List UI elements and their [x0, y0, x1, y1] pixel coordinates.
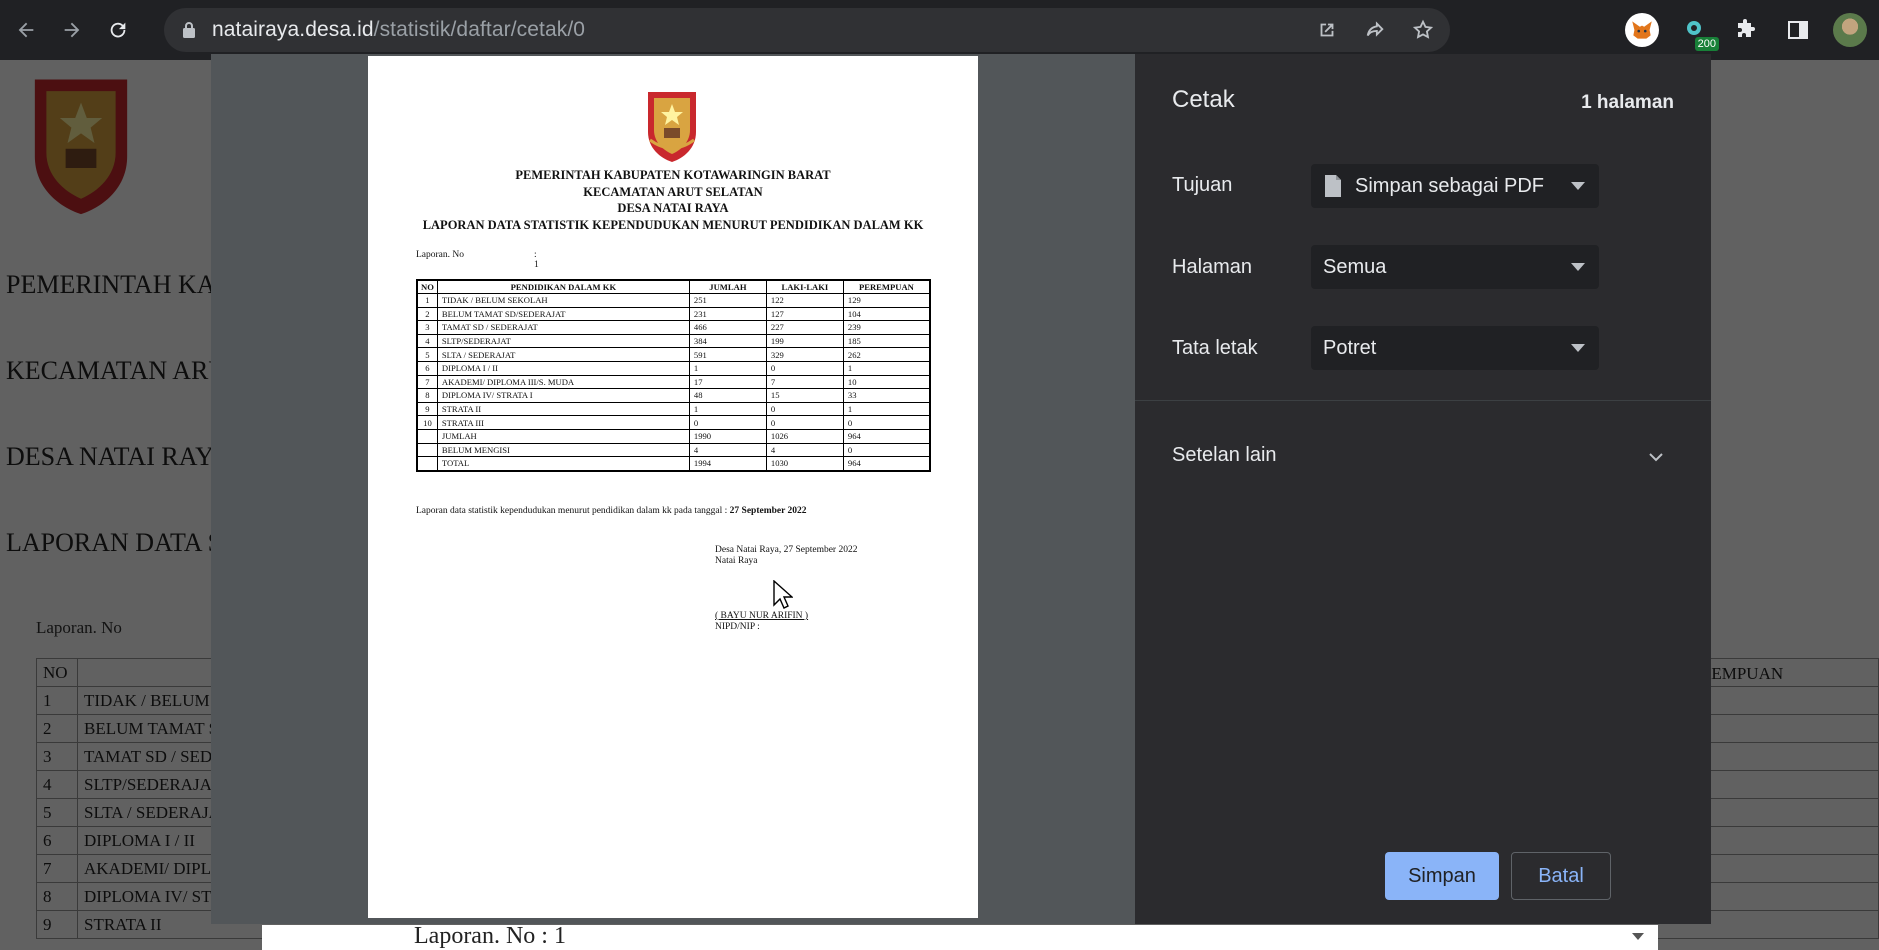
cell-laki: 0 [766, 416, 843, 430]
cell-pendidikan: DIPLOMA I / II [437, 361, 689, 375]
cell-pendidikan: AKADEMI/ DIPLOMA III/S. MUDA [437, 375, 689, 389]
cell-perempuan: 10 [843, 375, 930, 389]
cell-pendidikan: JUMLAH [437, 429, 689, 443]
pages-label: Halaman [1172, 256, 1253, 278]
preview-header-3: DESA NATAI RAYA [617, 201, 729, 215]
cell-jumlah: 4 [689, 443, 766, 457]
table-row [417, 334, 930, 348]
cell-no: 2 [417, 307, 437, 321]
preview-sign-village: Natai Raya [715, 556, 758, 566]
cell-no: 3 [417, 321, 437, 335]
table-row [417, 443, 930, 457]
url-text [212, 18, 585, 42]
panel-divider [1135, 400, 1711, 401]
table-row [417, 375, 930, 389]
cell-no: 7 [417, 375, 437, 389]
browser-toolbar [0, 0, 1879, 60]
cell-laki: 15 [766, 389, 843, 403]
preview-note-text: Laporan data statistik kependudukan menurut pendidikan dalam kk pada tanggal : [416, 506, 728, 516]
print-preview-area[interactable] [211, 54, 1135, 924]
table-row [417, 361, 930, 375]
cell-no: 9 [417, 402, 437, 416]
col-header-no: NO [417, 280, 437, 294]
share-icon[interactable] [1362, 17, 1388, 43]
preview-laporan-label: Laporan. No [416, 250, 465, 260]
layout-value: Potret [1323, 336, 1377, 359]
preview-header-4: LAPORAN DATA STATISTIK KEPENDUDUKAN MENURUT PENDIDIKAN DALAM KK [422, 218, 924, 232]
reload-button[interactable] [98, 10, 138, 50]
cell-jumlah: 48 [689, 389, 766, 403]
cell-jumlah: 17 [689, 375, 766, 389]
preview-sign-nip: NIPD/NIP : [715, 622, 760, 632]
save-button[interactable]: Simpan [1385, 852, 1499, 900]
cell-perempuan: 1 [843, 402, 930, 416]
print-title: Cetak [1172, 86, 1235, 113]
open-in-app-icon[interactable] [1314, 17, 1340, 43]
cell-pendidikan: TAMAT SD / SEDERAJAT [437, 321, 689, 335]
extension-badge-count: 200 [1695, 37, 1719, 51]
back-button[interactable] [6, 10, 46, 50]
cell-pendidikan: BELUM TAMAT SD/SEDERAJAT [437, 307, 689, 321]
address-bar[interactable] [164, 8, 1450, 52]
preview-page [368, 56, 978, 918]
cell-laki: 4 [766, 443, 843, 457]
table-row [417, 402, 930, 416]
cell-laki: 1026 [766, 429, 843, 443]
cell-perempuan: 0 [843, 443, 930, 457]
cancel-button[interactable]: Batal [1511, 852, 1611, 900]
cell-jumlah: 466 [689, 321, 766, 335]
profile-avatar[interactable] [1833, 13, 1867, 47]
cell-jumlah: 1990 [689, 429, 766, 443]
pages-select[interactable] [1311, 245, 1599, 289]
cell-laki: 7 [766, 375, 843, 389]
col-header-laki: LAKI-LAKI [766, 280, 843, 294]
cell-perempuan: 0 [843, 416, 930, 430]
cell-pendidikan: TIDAK / BELUM SEKOLAH [437, 294, 689, 308]
document-icon [1323, 174, 1343, 198]
table-row [417, 321, 930, 335]
cell-perempuan: 185 [843, 334, 930, 348]
cell-perempuan: 239 [843, 321, 930, 335]
pages-value: Semua [1323, 255, 1387, 278]
lock-icon [182, 21, 196, 39]
preview-note-date: 27 September 2022 [729, 506, 807, 516]
cell-no [417, 457, 437, 471]
cell-no: 8 [417, 389, 437, 403]
arrow-left-icon [15, 19, 37, 41]
table-row [417, 294, 930, 308]
table-row [417, 348, 930, 362]
side-panel-icon[interactable] [1781, 13, 1815, 47]
layout-select[interactable] [1311, 326, 1599, 370]
cell-laki: 122 [766, 294, 843, 308]
cell-laki: 0 [766, 402, 843, 416]
preview-laporan-value: : 1 [534, 250, 539, 270]
destination-select[interactable] [1311, 164, 1599, 208]
regency-crest-icon [642, 86, 702, 164]
cell-perempuan: 964 [843, 457, 930, 471]
caret-down-icon [1571, 344, 1585, 352]
cell-laki: 1030 [766, 457, 843, 471]
col-header-pendidikan: PENDIDIKAN DALAM KK [437, 280, 689, 294]
cell-jumlah: 251 [689, 294, 766, 308]
layout-label: Tata letak [1172, 337, 1258, 359]
page-count: 1 halaman [1581, 92, 1674, 113]
cell-pendidikan: STRATA III [437, 416, 689, 430]
chevron-down-icon [1632, 933, 1644, 940]
preview-note [416, 506, 807, 516]
cell-pendidikan: SLTA / SEDERAJAT [437, 348, 689, 362]
cell-jumlah: 1994 [689, 457, 766, 471]
table-row [417, 389, 930, 403]
cell-pendidikan: TOTAL [437, 457, 689, 471]
preview-stats-table [416, 279, 931, 472]
cell-pendidikan: STRATA II [437, 402, 689, 416]
destination-value: Simpan sebagai PDF [1355, 174, 1544, 197]
forward-button[interactable] [52, 10, 92, 50]
cell-perempuan: 262 [843, 348, 930, 362]
caret-down-icon [1571, 182, 1585, 190]
cell-laki: 227 [766, 321, 843, 335]
table-row [417, 429, 930, 443]
cell-jumlah: 0 [689, 416, 766, 430]
cell-pendidikan: DIPLOMA IV/ STRATA I [437, 389, 689, 403]
cell-pendidikan: SLTP/SEDERAJAT [437, 334, 689, 348]
col-header-perempuan: PEREMPUAN [843, 280, 930, 294]
metamask-fox-icon[interactable] [1625, 13, 1659, 47]
caret-down-icon [1571, 263, 1585, 271]
underlying-report-card [262, 925, 1658, 950]
cell-perempuan: 33 [843, 389, 930, 403]
reload-icon [107, 19, 129, 41]
url-path: /statistik/daftar/cetak/0 [373, 18, 586, 41]
table-row [417, 307, 930, 321]
cell-laki: 0 [766, 361, 843, 375]
extensions-puzzle-icon[interactable] [1729, 13, 1763, 47]
cell-laki: 127 [766, 307, 843, 321]
col-header-jumlah: JUMLAH [689, 280, 766, 294]
cell-perempuan: 104 [843, 307, 930, 321]
chevron-down-icon[interactable] [1647, 448, 1665, 466]
cell-jumlah: 591 [689, 348, 766, 362]
preview-laporan-no [416, 250, 539, 270]
more-settings-toggle[interactable]: Setelan lain [1172, 444, 1277, 466]
cell-no: 4 [417, 334, 437, 348]
cell-no: 10 [417, 416, 437, 430]
destination-label: Tujuan [1172, 174, 1233, 196]
mouse-cursor-icon [773, 580, 793, 610]
bookmark-star-icon[interactable] [1410, 17, 1436, 43]
arrow-right-icon [61, 19, 83, 41]
underlying-laporan-text: Laporan. No : 1 [414, 925, 566, 949]
cell-perempuan: 1 [843, 361, 930, 375]
cell-pendidikan: BELUM MENGISI [437, 443, 689, 457]
table-row [417, 416, 930, 430]
cell-perempuan: 964 [843, 429, 930, 443]
cell-jumlah: 1 [689, 361, 766, 375]
cell-jumlah: 1 [689, 402, 766, 416]
cell-jumlah: 231 [689, 307, 766, 321]
cell-laki: 329 [766, 348, 843, 362]
preview-sign-name: ( BAYU NUR ARIFIN ) [715, 611, 809, 621]
cell-no: 6 [417, 361, 437, 375]
cell-no: 5 [417, 348, 437, 362]
table-row [417, 457, 930, 471]
cell-no [417, 429, 437, 443]
preview-header-2: KECAMATAN ARUT SELATAN [583, 185, 763, 199]
extension-badge-icon[interactable] [1677, 13, 1716, 50]
cell-perempuan: 129 [843, 294, 930, 308]
print-dialog [211, 54, 1711, 924]
preview-header-1: PEMERINTAH KABUPATEN KOTAWARINGIN BARAT [515, 168, 831, 182]
cell-no: 1 [417, 294, 437, 308]
cell-no [417, 443, 437, 457]
url-domain: natairaya.desa.id [212, 18, 374, 41]
preview-sign-place-date: Desa Natai Raya, 27 September 2022 [715, 545, 858, 555]
cell-jumlah: 384 [689, 334, 766, 348]
print-settings-panel [1135, 54, 1711, 924]
cell-laki: 199 [766, 334, 843, 348]
